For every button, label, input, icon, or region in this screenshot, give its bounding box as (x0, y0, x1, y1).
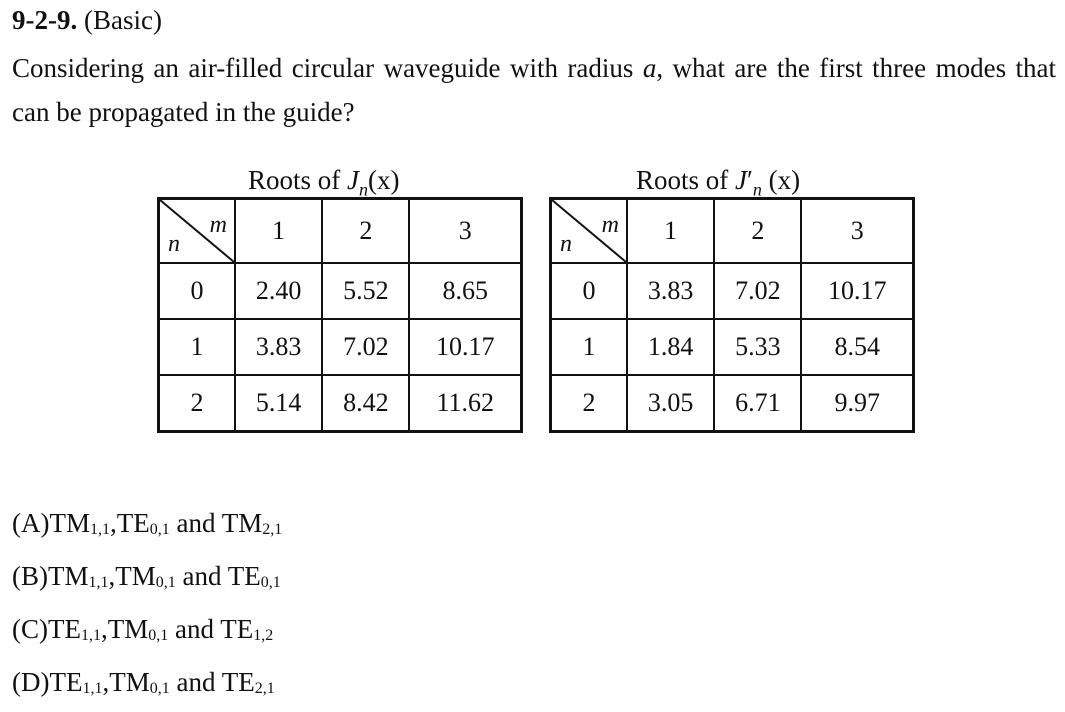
caption-func: J (735, 165, 747, 195)
column-header: 3 (409, 199, 521, 264)
question-text (12, 46, 1056, 134)
table-header-row (159, 199, 522, 264)
caption-arg: (x) (368, 165, 400, 195)
mode-name: TE (116, 508, 150, 538)
separator: and (169, 667, 222, 697)
separator: and (169, 508, 222, 538)
table-cell: 6.71 (714, 375, 801, 432)
column-header: 1 (627, 199, 714, 264)
table-row (159, 319, 522, 375)
table-header-row (551, 199, 914, 264)
answer-options (12, 500, 282, 712)
table-row (551, 375, 914, 432)
mode-index: 0,1 (149, 521, 170, 538)
column-header: 1 (235, 199, 322, 264)
mode-name: TM (221, 508, 263, 538)
mode-name: TM (107, 614, 149, 644)
row-header: 1 (551, 319, 628, 375)
question-part-1: Considering an air-filled circular waveguide with radius (12, 53, 643, 83)
table-row (159, 375, 522, 432)
table-cell: 8.42 (322, 375, 409, 432)
table-row (159, 263, 522, 319)
mode-index: 2,1 (254, 680, 275, 697)
table-cell: 3.83 (235, 319, 322, 375)
mode-index: 0,1 (148, 627, 169, 644)
option-label: (C) (12, 614, 48, 644)
table-cell: 7.02 (714, 263, 801, 319)
row-header: 0 (551, 263, 628, 319)
caption-mark: ′ (747, 165, 753, 195)
problem-number: 9-2-9. (12, 5, 78, 35)
table-cell: 10.17 (801, 263, 913, 319)
option-d[interactable] (12, 659, 282, 712)
header-m-label: m (209, 212, 227, 238)
table-cell: 11.62 (409, 375, 521, 432)
mode-name: TM (49, 508, 90, 538)
question-part-2: , what are the first three modes that can be propagated in the guide? (12, 53, 1056, 127)
separator: and (168, 614, 221, 644)
caption-func: J (347, 165, 359, 195)
table-cell: 8.65 (409, 263, 521, 319)
separator: , (109, 508, 117, 538)
column-header: 2 (322, 199, 409, 264)
mode-name: TE (221, 667, 255, 697)
table-row (551, 319, 914, 375)
option-c[interactable] (12, 606, 282, 659)
mode-index: 0,1 (260, 574, 281, 591)
table-cell: 9.97 (801, 375, 913, 432)
table-cell: 8.54 (801, 319, 913, 375)
mode-name: TM (109, 667, 150, 697)
row-header: 2 (551, 375, 628, 432)
separator: , (101, 614, 108, 644)
separator: , (102, 667, 110, 697)
caption-prefix: Roots of (636, 165, 736, 195)
problem-level: (Basic) (83, 5, 162, 35)
caption-arg: (x) (761, 165, 801, 195)
derivative-roots-table (549, 197, 915, 433)
table-corner-cell (159, 199, 236, 264)
mode-name: TE (48, 614, 81, 644)
mode-index: 1,1 (82, 680, 103, 697)
caption-sub: n (359, 179, 368, 200)
caption-sub: n (752, 179, 762, 200)
header-n-label: n (560, 231, 572, 257)
header-m-label: m (601, 212, 619, 238)
mode-index: 1,1 (88, 574, 109, 591)
question-variable: a (642, 53, 657, 83)
mode-name: TE (220, 614, 254, 644)
mode-index: 1,1 (89, 521, 110, 538)
table-row (551, 263, 914, 319)
mode-name: TE (49, 667, 83, 697)
table-cell: 10.17 (409, 319, 521, 375)
mode-index: 0,1 (155, 574, 176, 591)
table-cell: 2.40 (235, 263, 322, 319)
option-label: (A) (12, 508, 50, 538)
table-cell: 5.52 (322, 263, 409, 319)
table-cell: 5.33 (714, 319, 801, 375)
caption-prefix: Roots of (248, 165, 348, 195)
mode-index: 1,2 (253, 627, 274, 644)
option-label: (D) (12, 667, 50, 697)
row-header: 0 (159, 263, 236, 319)
mode-index: 0,1 (149, 680, 170, 697)
bessel-roots-table (157, 197, 523, 433)
table-cell: 3.05 (627, 375, 714, 432)
mode-name: TM (48, 561, 89, 591)
option-label: (B) (12, 561, 48, 591)
option-a[interactable] (12, 500, 282, 553)
mode-index: 2,1 (262, 521, 283, 538)
table-cell: 5.14 (235, 375, 322, 432)
table-cell: 3.83 (627, 263, 714, 319)
column-header: 2 (714, 199, 801, 264)
table-cell: 1.84 (627, 319, 714, 375)
mode-name: TE (227, 561, 261, 591)
option-b[interactable] (12, 553, 282, 606)
table-cell: 7.02 (322, 319, 409, 375)
mode-name: TM (115, 561, 156, 591)
problem-header (12, 4, 162, 36)
row-header: 2 (159, 375, 236, 432)
table-corner-cell (551, 199, 628, 264)
row-header: 1 (159, 319, 236, 375)
separator: , (108, 561, 116, 591)
header-n-label: n (168, 231, 180, 257)
separator: and (175, 561, 228, 591)
mode-index: 1,1 (81, 627, 101, 644)
column-header: 3 (801, 199, 913, 264)
